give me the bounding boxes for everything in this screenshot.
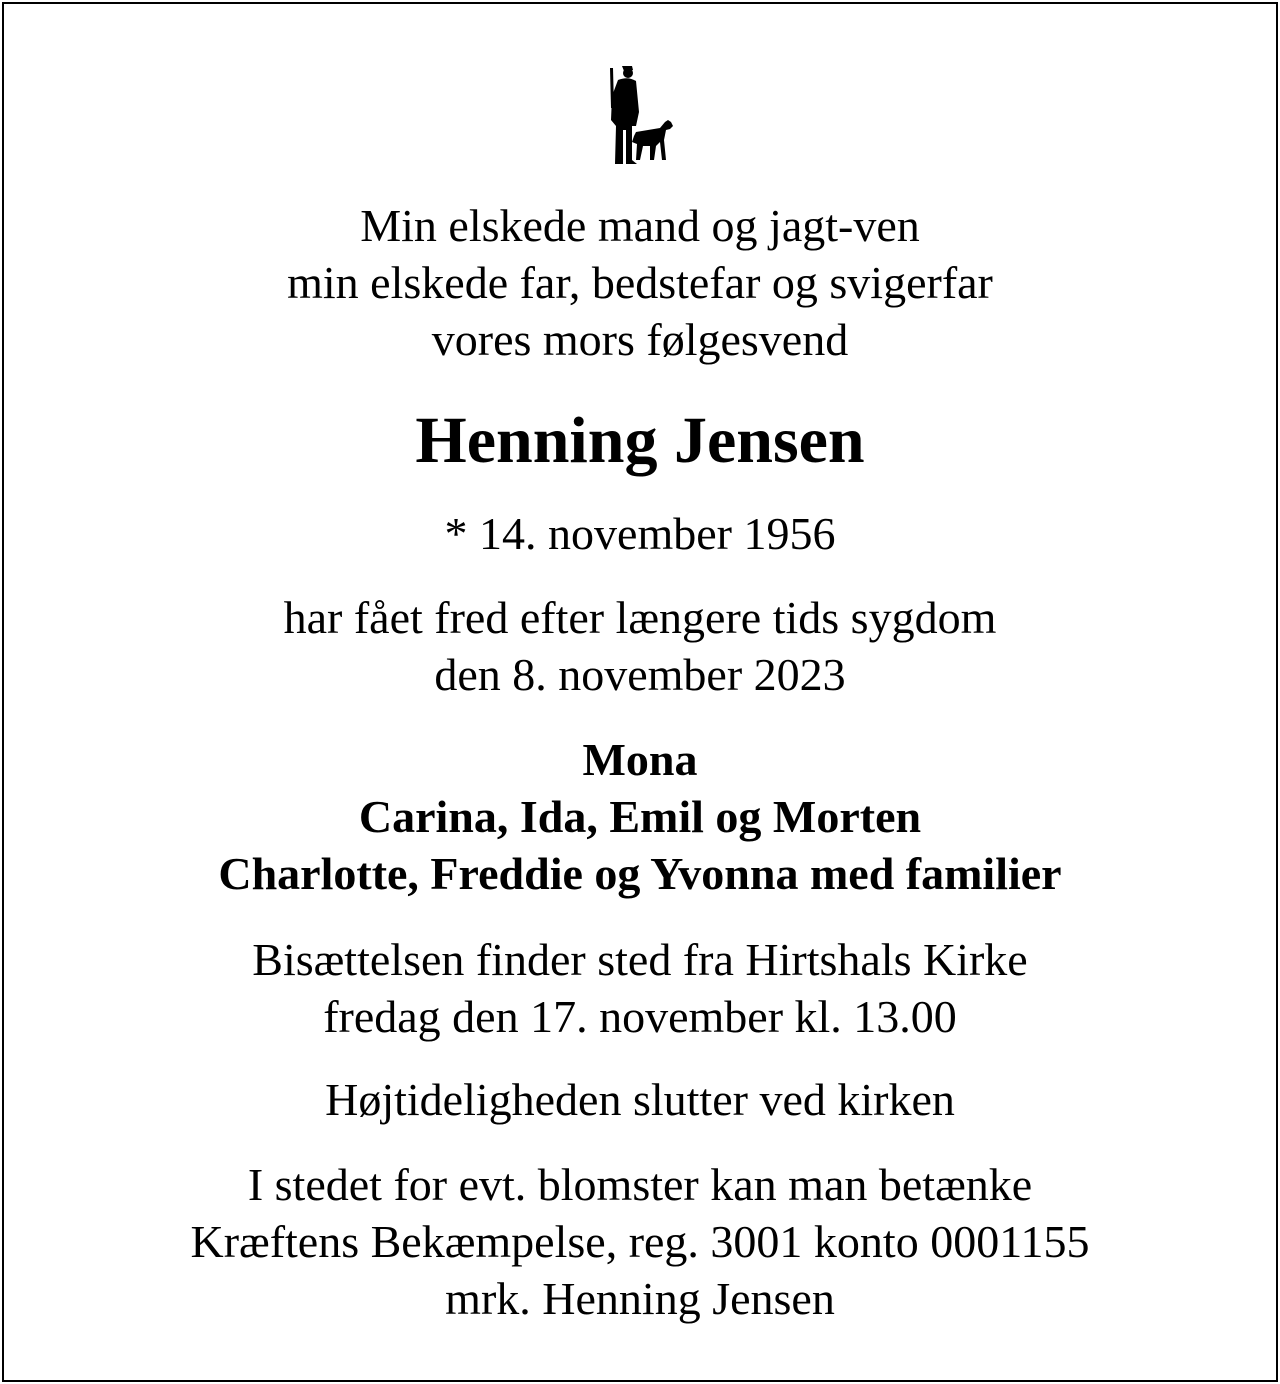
intro-block bbox=[0, 197, 1280, 368]
funeral-block bbox=[0, 931, 1280, 1045]
family-line: Mona bbox=[582, 734, 698, 785]
family-line: Charlotte, Freddie og Yvonna med familier bbox=[218, 848, 1062, 899]
donation-block bbox=[0, 1156, 1280, 1327]
family-line: Carina, Ida, Emil og Morten bbox=[358, 791, 922, 842]
intro-line: vores mors følgesvend bbox=[431, 314, 849, 365]
donation-line: I stedet for evt. blomster kan man betænke bbox=[247, 1159, 1033, 1210]
donation-line: Kræftens Bekæmpelse, reg. 3001 konto 0001155 bbox=[190, 1216, 1090, 1267]
intro-line: Min elskede mand og jagt-ven bbox=[360, 200, 920, 251]
birth-block bbox=[0, 505, 1280, 562]
ceremony-block bbox=[0, 1071, 1280, 1128]
hunter-with-dog-icon bbox=[602, 60, 678, 170]
deceased-name: Henning Jensen bbox=[415, 404, 865, 477]
death-line: har fået fred efter længere tids sygdom bbox=[283, 592, 997, 643]
family-block bbox=[0, 731, 1280, 902]
ceremony-line: Højtideligheden slutter ved kirken bbox=[325, 1074, 955, 1125]
birth-date: * 14. november 1956 bbox=[444, 508, 836, 559]
death-line: den 8. november 2023 bbox=[434, 649, 846, 700]
intro-line: min elskede far, bedstefar og svigerfar bbox=[287, 257, 993, 308]
funeral-line: fredag den 17. november kl. 13.00 bbox=[323, 991, 957, 1042]
donation-line: mrk. Henning Jensen bbox=[445, 1273, 835, 1324]
death-block bbox=[0, 589, 1280, 703]
funeral-line: Bisættelsen finder sted fra Hirtshals Kirke bbox=[252, 934, 1028, 985]
deceased-name-block bbox=[0, 401, 1280, 481]
emblem bbox=[0, 60, 1280, 175]
